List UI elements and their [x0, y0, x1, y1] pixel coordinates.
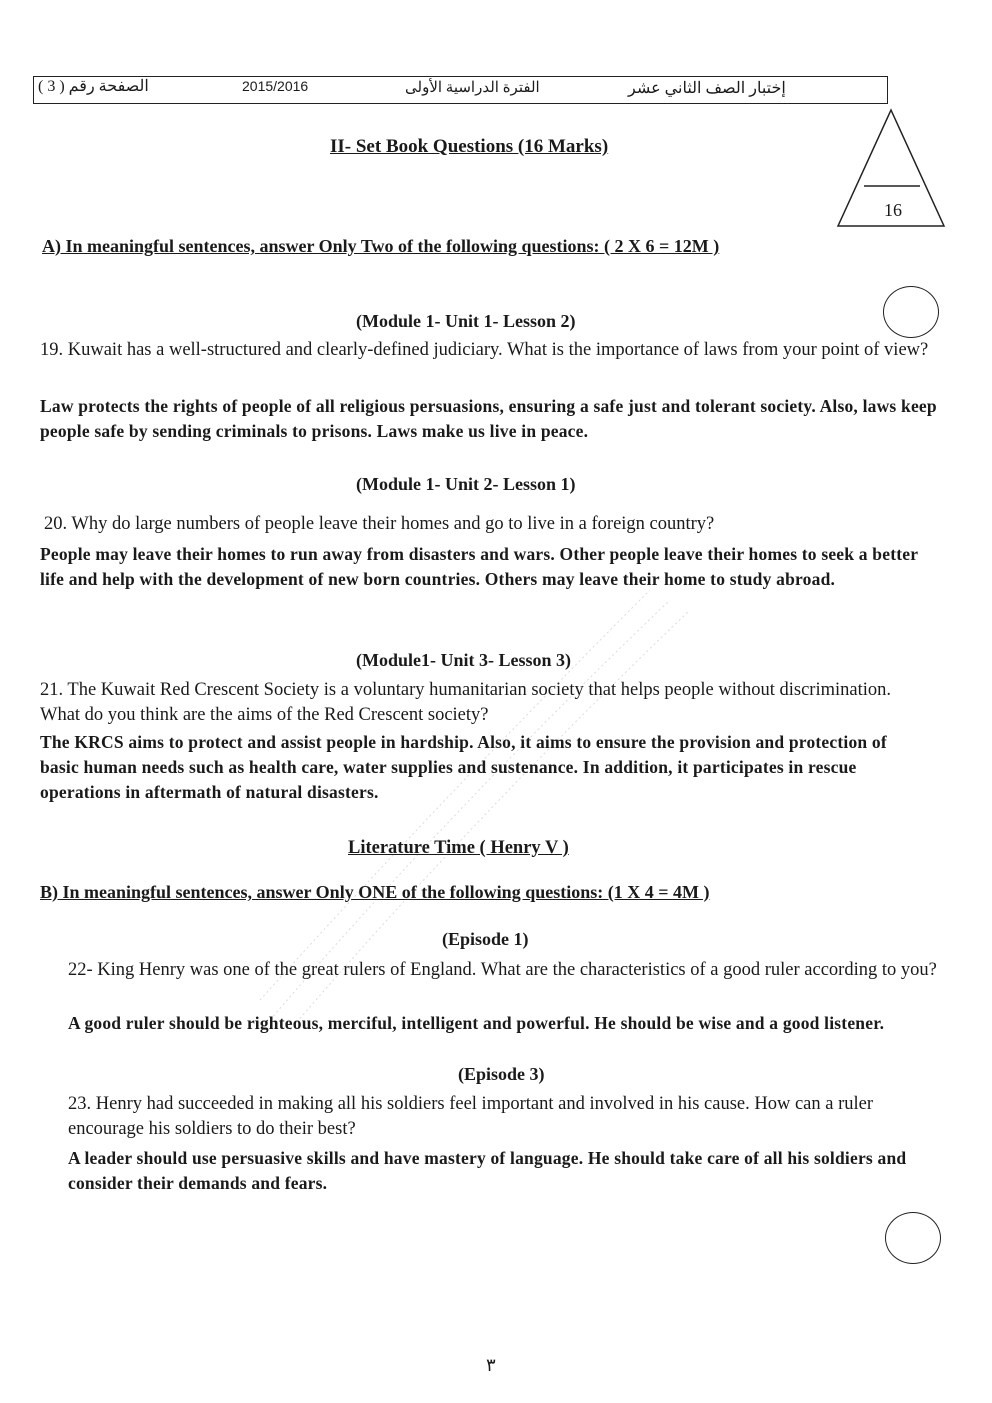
question-23: 23. Henry had succeeded in making all his soldiers feel important and involved in his cause. How can a ruler encourage his soldiers to do their best?	[68, 1094, 874, 1139]
answer-23: A leader should use persuasive skills and have mastery of language. He should take care of all his soldiers and consider their demands and fears.	[68, 1148, 907, 1193]
episode-label: (Episode 3)	[458, 1064, 545, 1084]
header-year: 2015/2016	[242, 78, 309, 94]
answer-21: The KRCS aims to protect and assist people in hardship. Also, it aims to ensure the provision and protection of basic human needs such as health care, water supplies and sustenance. In addition, it participates in rescue operations in aftermath of natural disasters.	[40, 732, 887, 802]
question-19: 19. Kuwait has a well-structured and clearly-defined judiciary. What is the importance of laws from your point of view?	[40, 340, 929, 360]
lesson-label: (Module1- Unit 3- Lesson 3)	[356, 650, 571, 670]
answer-22: A good ruler should be righteous, merciful, intelligent and powerful. He should be wise and a good listener.	[68, 1013, 885, 1033]
score-circle-a	[883, 286, 939, 338]
question-20: 20. Why do large numbers of people leave their homes and go to live in a foreign country?	[44, 514, 715, 534]
score-circle-b	[885, 1212, 941, 1264]
question-21: 21. The Kuwait Red Crescent Society is a voluntary humanitarian society that helps people without discrimination. What do you think are the aims of the Red Crescent society?	[40, 680, 891, 725]
part-b-instruction: B) In meaningful sentences, answer Only ONE of the following questions: (1 X 4 = 4M )	[40, 882, 710, 902]
part-a-instruction: A) In meaningful sentences, answer Only Two of the following questions: ( 2 X 6 = 12M )	[42, 236, 720, 256]
section-title: II- Set Book Questions (16 Marks)	[330, 136, 609, 157]
lesson-label: (Module 1- Unit 1- Lesson 2)	[356, 311, 576, 331]
answer-20: People may leave their homes to run away from disasters and wars. Other people leave their homes to seek a better life and help with the development of new born countries. Others may leave their home to study abroad.	[40, 544, 918, 589]
answer-19: Law protects the rights of people of all religious persuasions, ensuring a safe just and tolerant society. Also, laws keep people safe by sending criminals to prisons. Laws make us live in peace.	[40, 396, 937, 441]
lesson-label: (Module 1- Unit 2- Lesson 1)	[356, 474, 576, 494]
header-exam: إختبار الصف الثاني عشر	[628, 80, 786, 97]
header-term: الفترة الدراسية الأولى	[405, 80, 540, 96]
header-page-label: الصفحة رقم ( 3 )	[38, 78, 149, 95]
page-number: ٣	[486, 1355, 496, 1375]
episode-label: (Episode 1)	[442, 929, 529, 949]
question-22: 22- King Henry was one of the great rulers of England. What are the characteristics of a good ruler according to you?	[68, 960, 937, 980]
literature-title: Literature Time ( Henry V )	[348, 838, 569, 858]
marks-total: 16	[884, 200, 902, 220]
